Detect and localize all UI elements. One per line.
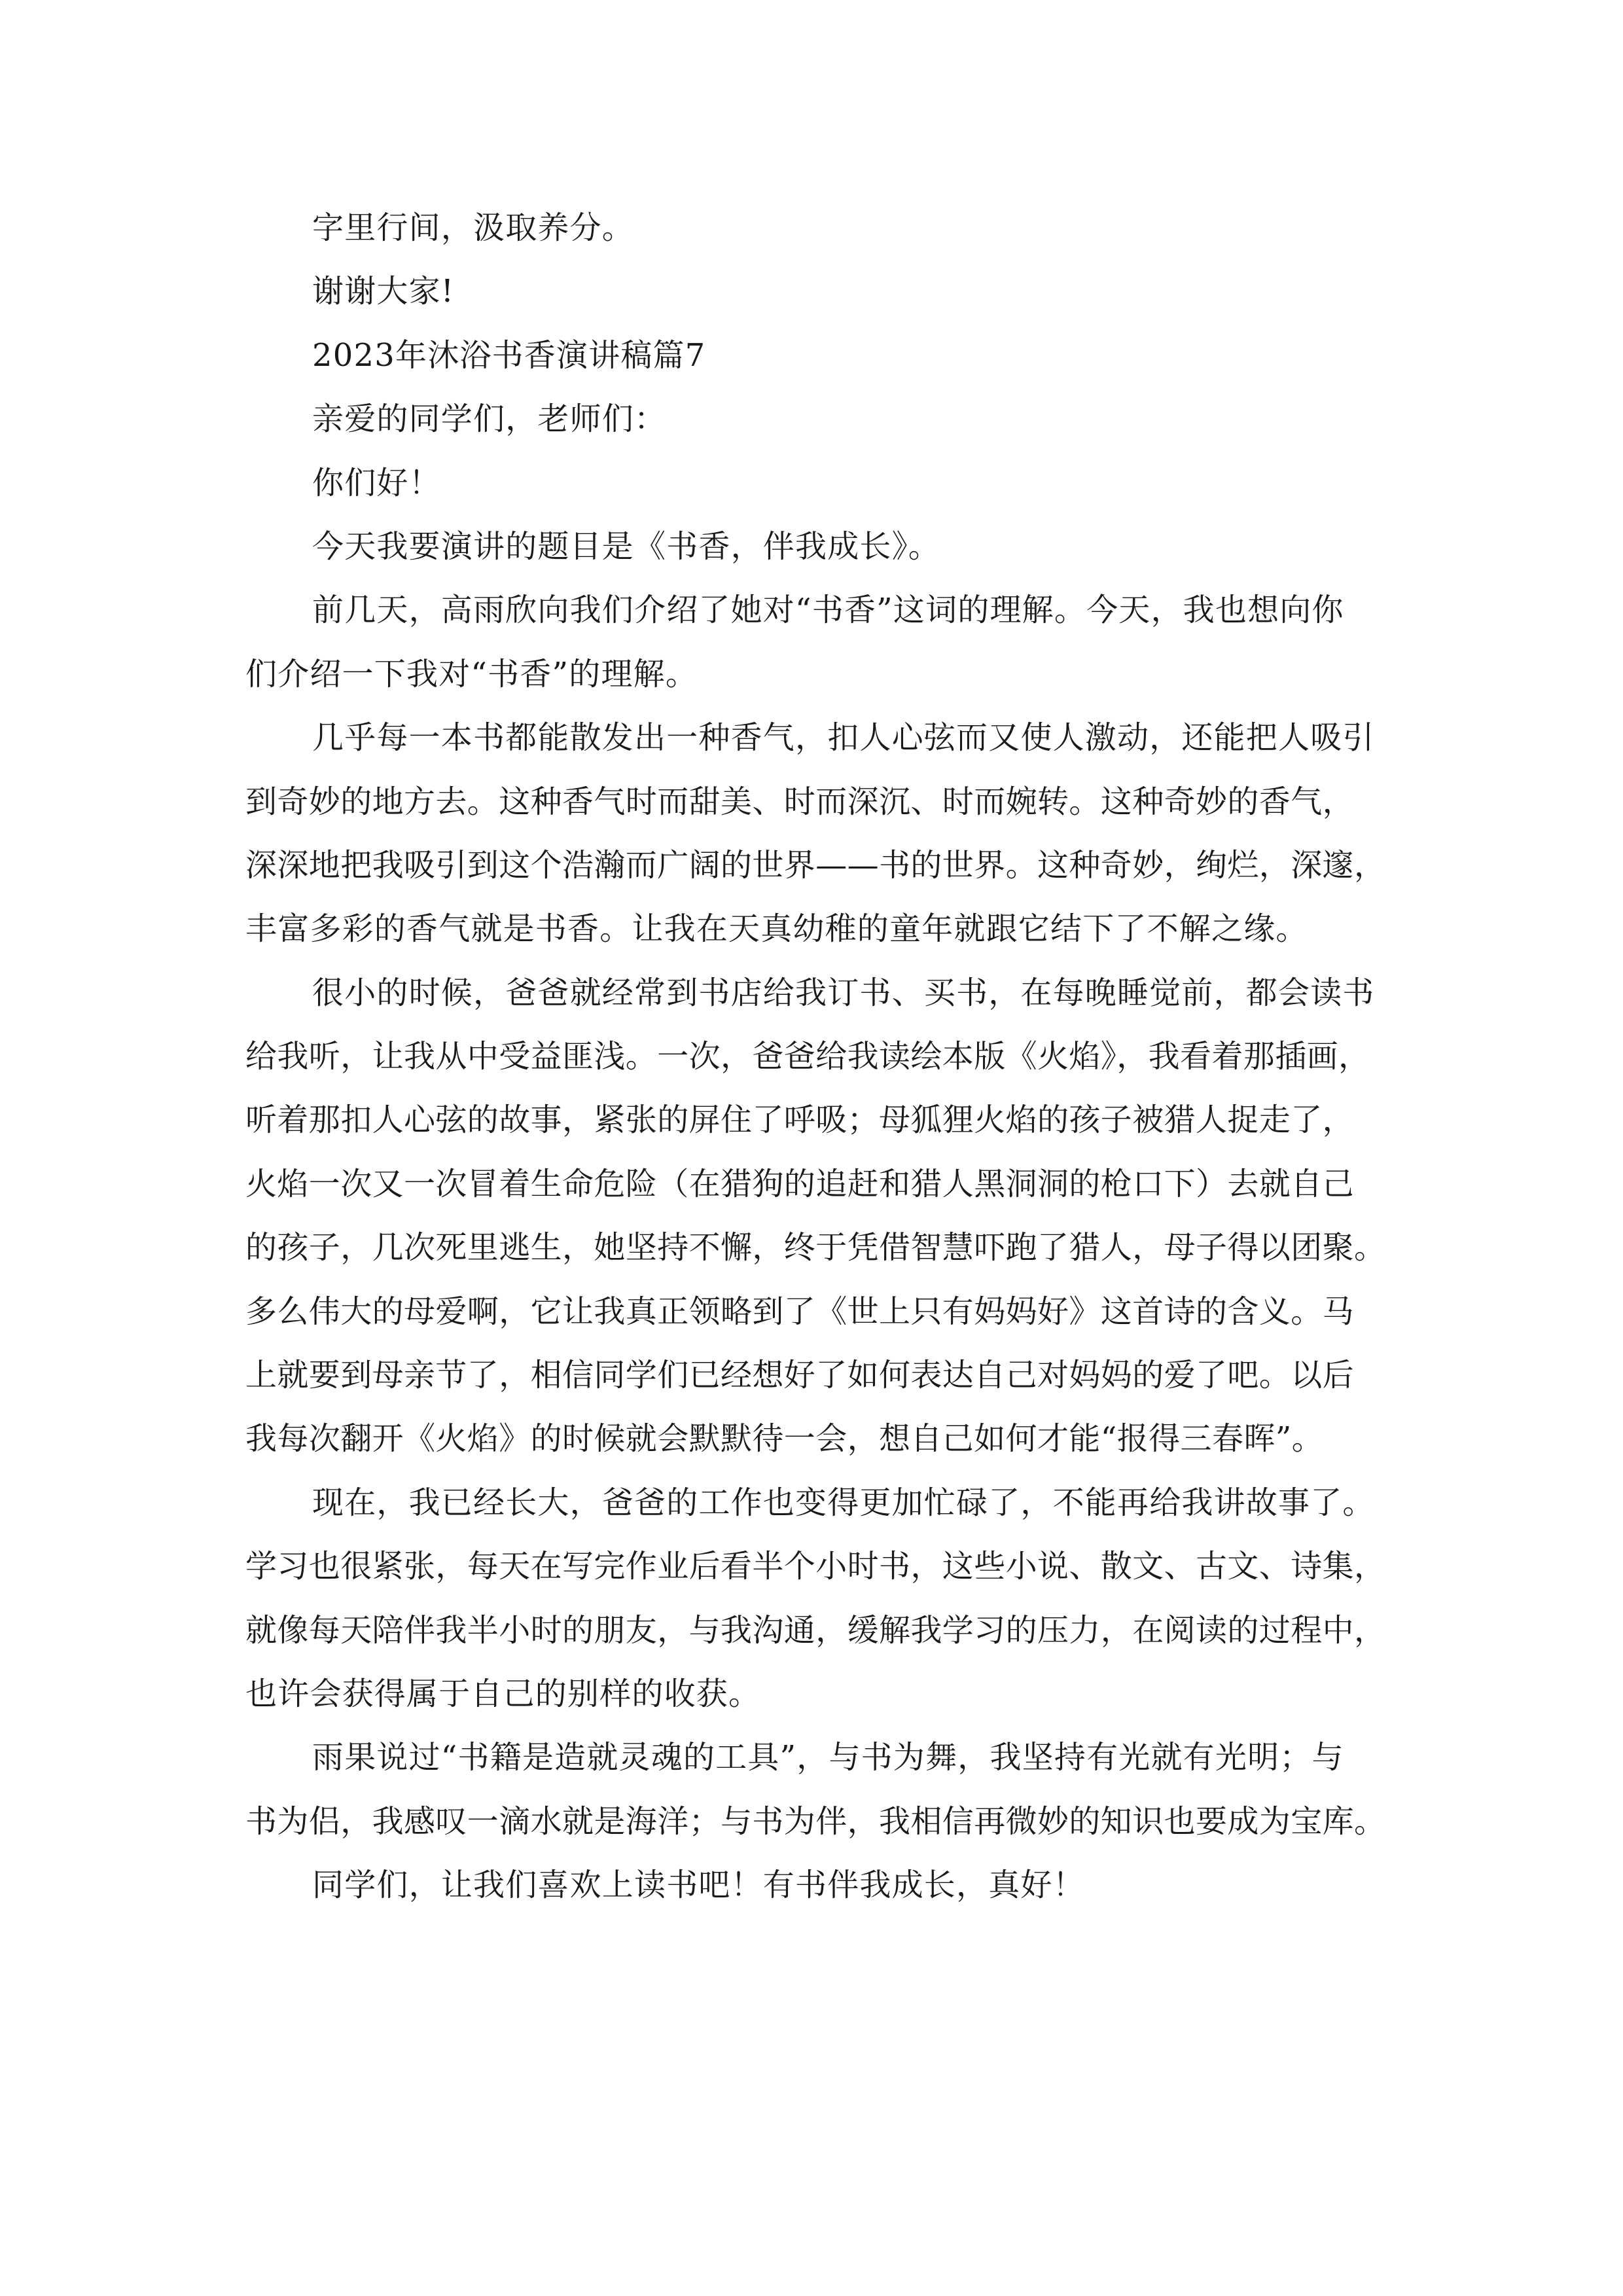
text-line: 我每次翻开《火焰》的时候就会默默待一会，想自己如何才能“报得三春晖”。 [245,1420,1324,1458]
text-line: 给我听，让我从中受益匪浅。一次，爸爸给我读绘本版《火焰》，我看着那插画， [245,1038,1370,1075]
greeting: 你们好！ [312,464,441,501]
text-line: 雨果说过“书籍是造就灵魂的工具”，与书为舞，我坚持有光就有光明；与 [312,1739,1344,1776]
section-heading: 2023年沐浴书香演讲稿篇7 [312,336,706,374]
text-line: 谢谢大家! [312,273,455,310]
text-line: 今天我要演讲的题目是《书香，伴我成长》。 [312,528,941,565]
text-line: 上就要到母亲节了，相信同学们已经想好了如何表达自己对妈妈的爱了吧。以后 [245,1357,1355,1394]
text-line: 深深地把我吸引到这个浩瀚而广阔的世界——书的世界。这种奇妙，绚烂，深邃， [245,846,1386,884]
text-line: 们介绍一下我对“书香”的理解。 [245,655,698,692]
document-body [245,196,1384,1918]
text-line: 学习也很紧张，每天在写完作业后看半个小时书，这些小说、散文、古文、诗集， [245,1548,1386,1585]
text-line: 很小的时候，爸爸就经常到书店给我订书、买书，在每晚睡觉前，都会读书 [312,974,1375,1011]
text-line: 同学们，让我们喜欢上读书吧！有书伴我成长，真好！ [312,1867,1085,1904]
text-line: 的孩子，几次死里逃生，她坚持不懈，终于凭借智慧吓跑了猎人，母子得以团聚。 [245,1229,1386,1266]
text-line: 火焰一次又一次冒着生命危险（在猎狗的追赶和猎人黑洞洞的枪口下）去就自己 [245,1165,1355,1202]
text-line: 几乎每一本书都能散发出一种香气，扣人心弦而又使人激动，还能把人吸引 [312,719,1375,757]
text-line: 现在，我已经长大，爸爸的工作也变得更加忙碌了，不能再给我讲故事了。 [312,1484,1375,1521]
text-line: 多么伟大的母爱啊，它让我真正领略到了《世上只有妈妈好》这首诗的含义。马 [245,1293,1355,1330]
text-line: 字里行间，汲取养分。 [312,209,635,246]
salutation: 亲爱的同学们，老师们： [312,401,667,438]
text-line: 听着那扣人心弦的故事，紧张的屏住了呼吸；母狐狸火焰的孩子被猎人捉走了， [245,1102,1355,1139]
text-line: 就像每天陪伴我半小时的朋友，与我沟通，缓解我学习的压力，在阅读的过程中， [245,1611,1386,1649]
text-line: 到奇妙的地方去。这种香气时而甜美、时而深沉、时而婉转。这种奇妙的香气， [245,783,1355,820]
text-line: 丰富多彩的香气就是书香。让我在天真幼稚的童年就跟它结下了不解之缘。 [245,910,1308,948]
text-line: 前几天，高雨欣向我们介绍了她对“书香”这词的理解。今天，我也想向你 [312,592,1344,629]
text-line: 书为侣，我感叹一滴水就是海洋；与书为伴，我相信再微妙的知识也要成为宝库。 [245,1803,1386,1840]
text-line: 也许会获得属于自己的别样的收获。 [245,1675,761,1712]
